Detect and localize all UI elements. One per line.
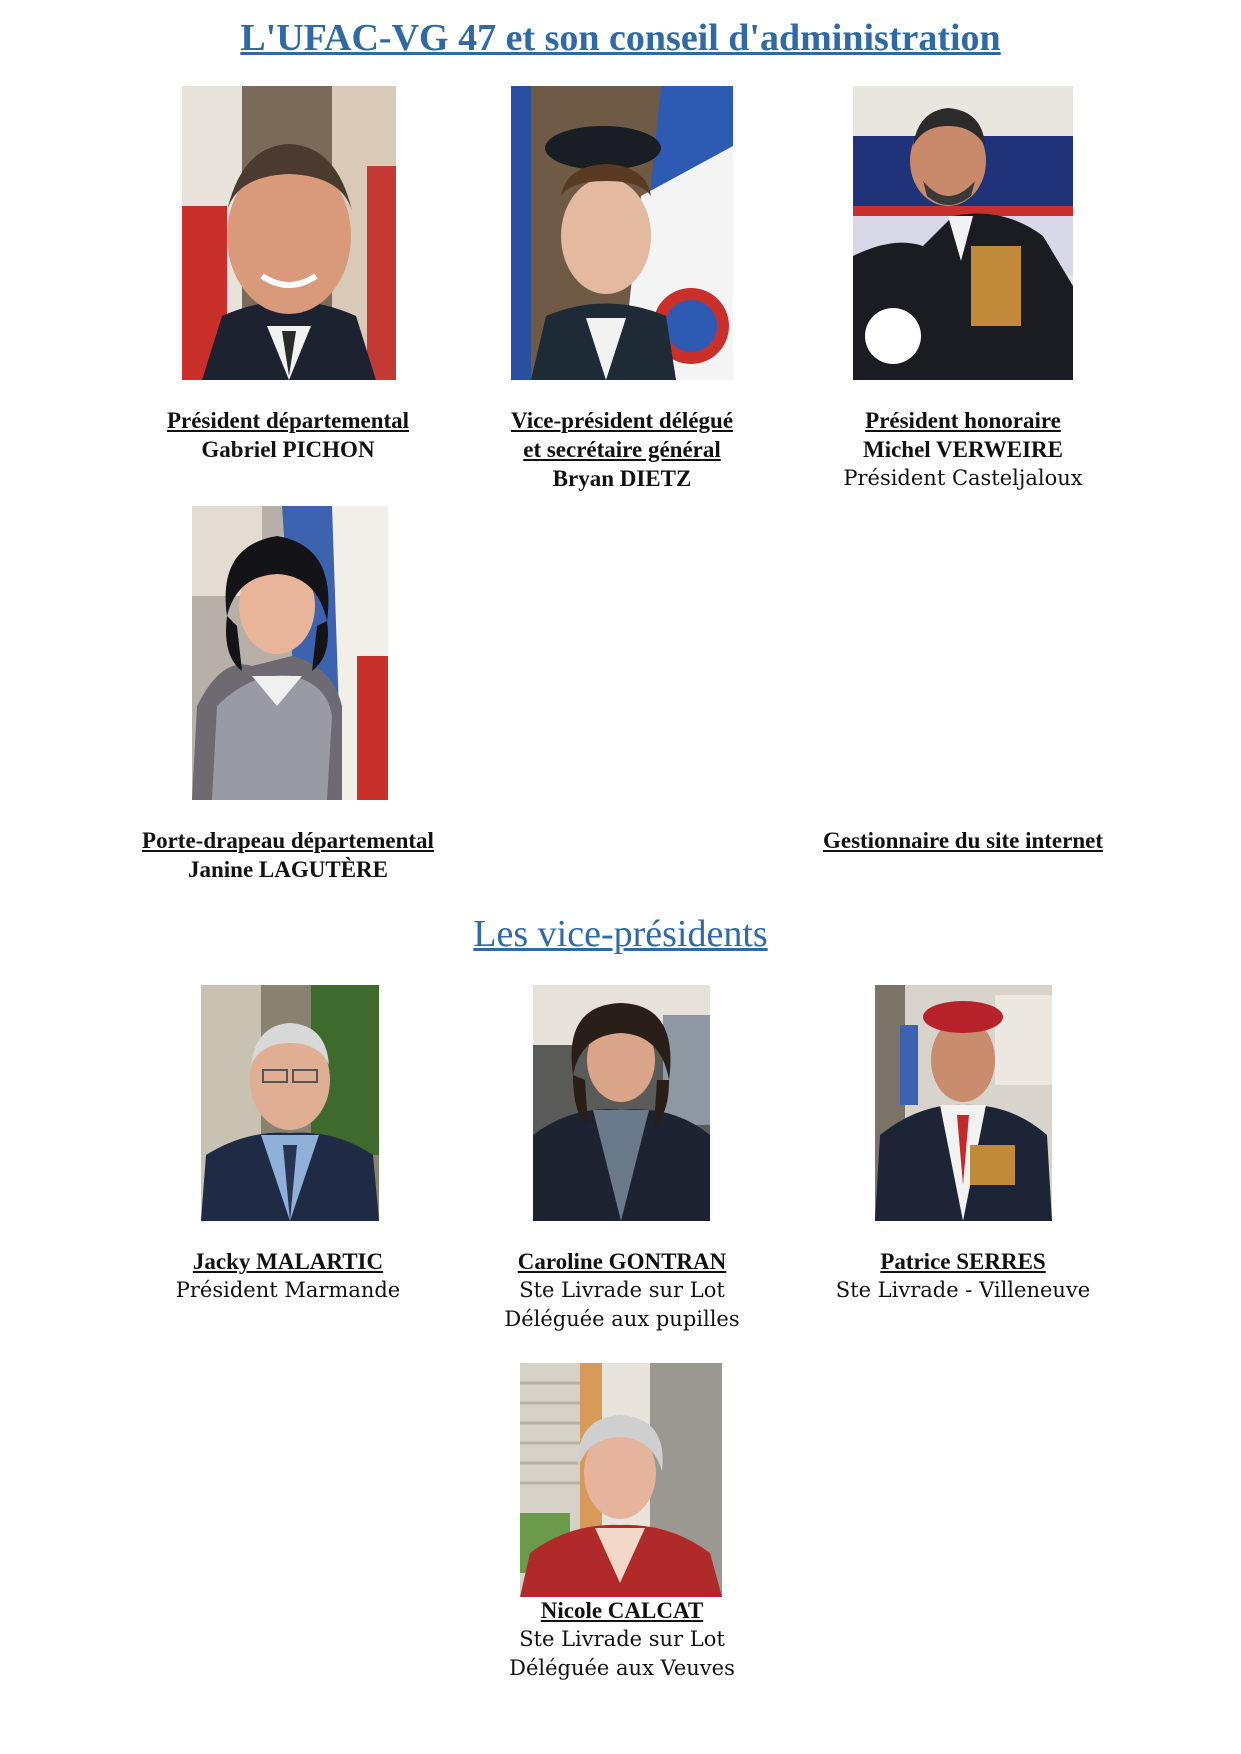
- person-name: Caroline GONTRAN: [517, 1249, 727, 1274]
- caption-gestionnaire-site: [793, 826, 1133, 855]
- caption-president-departemental: [118, 406, 458, 464]
- role-label: Porte-drapeau départemental: [142, 828, 434, 853]
- photo-nicole-calcat: [520, 1363, 722, 1597]
- role-label: Président honoraire: [865, 408, 1061, 433]
- photo-patrice-serres: [875, 985, 1052, 1221]
- person-info: Déléguée aux Veuves: [509, 1656, 735, 1680]
- role-label: Président départemental: [166, 408, 410, 433]
- caption-patrice-serres: [793, 1247, 1133, 1305]
- person-name: Gabriel PICHON: [201, 437, 375, 462]
- person-name: Janine LAGUTÈRE: [187, 857, 388, 882]
- person-name: Bryan DIETZ: [552, 466, 692, 491]
- person-info: Président Casteljaloux: [843, 466, 1083, 490]
- photo-michel-verweire: [853, 86, 1073, 380]
- photo-janine-lagutere: [192, 506, 388, 800]
- photo-caroline-gontran: [533, 985, 710, 1221]
- caption-jacky-malartic: [118, 1247, 458, 1305]
- page-title: L'UFAC-VG 47 et son conseil d'administration: [240, 17, 1001, 59]
- person-info: Ste Livrade sur Lot: [519, 1627, 725, 1651]
- person-info: Ste Livrade sur Lot: [519, 1278, 725, 1302]
- role-label: et secrétaire général: [523, 437, 721, 462]
- photo-jacky-malartic: [201, 985, 379, 1221]
- caption-caroline-gontran: [452, 1247, 792, 1334]
- caption-porte-drapeau: [118, 826, 458, 884]
- caption-president-honoraire: [793, 406, 1133, 493]
- person-name: Michel VERWEIRE: [862, 437, 1064, 462]
- role-label: Vice-président délégué: [510, 408, 734, 433]
- section-title-vice-presidents: Les vice-présidents: [473, 913, 768, 955]
- person-info: Président Marmande: [175, 1278, 401, 1302]
- caption-nicole-calcat: [452, 1596, 792, 1683]
- person-name: Patrice SERRES: [880, 1249, 1046, 1274]
- person-info: Déléguée aux pupilles: [504, 1307, 740, 1331]
- person-name: Nicole CALCAT: [540, 1598, 704, 1623]
- role-label: Gestionnaire du site internet: [822, 828, 1104, 853]
- person-info: Ste Livrade - Villeneuve: [835, 1278, 1091, 1302]
- photo-gabriel-pichon: [182, 86, 396, 380]
- person-name: Jacky MALARTIC: [192, 1249, 384, 1274]
- caption-vice-president-delegue: [452, 406, 792, 493]
- photo-bryan-dietz: [511, 86, 733, 380]
